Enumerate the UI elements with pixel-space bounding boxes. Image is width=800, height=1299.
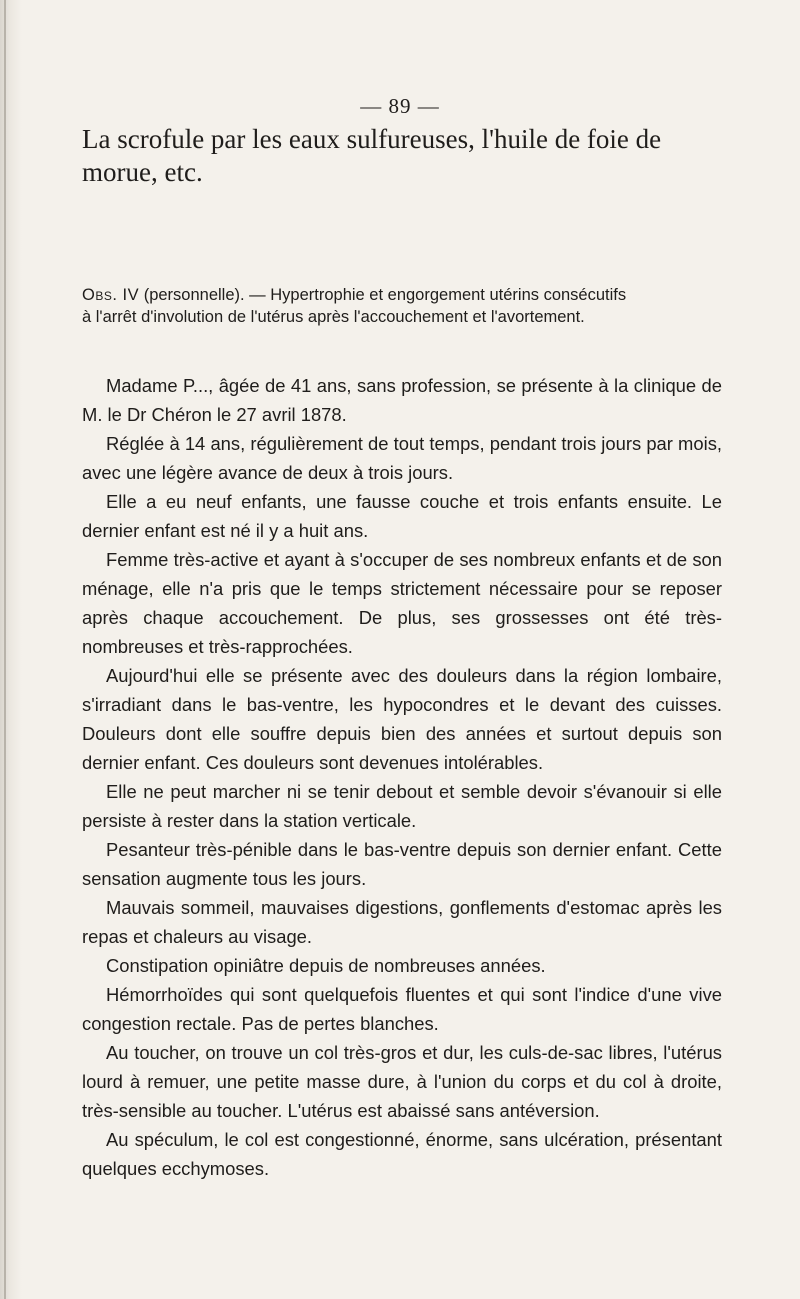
observation-line-2: à l'arrêt d'involution de l'utérus après l'accouchement et l'avortement. [82,308,585,326]
observation-title: (personnelle). — Hypertrophie et engorgement utérins consécutifs [143,286,627,304]
paragraph: Hémorrhoïdes qui sont quelquefois fluentes et qui sont l'indice d'une vive congestion rectale. Pas de pertes blanches. [82,984,722,1034]
paragraph: Elle ne peut marcher ni se tenir debout et semble devoir s'évanouir si elle persiste à rester dans la station verticale. [82,781,722,831]
paragraph: Femme très-active et ayant à s'occuper de ses nombreux enfants et de son ménage, elle n'a pris que le temps strictement nécessaire pour se reposer après chaque accouchement. De plus, ses grossesses ont été très-nombreuses et très-rapprochées. [82,549,722,657]
paragraph: Aujourd'hui elle se présente avec des douleurs dans la région lombaire, s'irradiant dans le bas-ventre, les hypocondres et le devant des cuisses. Douleurs dont elle souffre depuis bien des années et surtout depuis son dernier enfant. Ces douleurs sont devenues intolérables. [82,665,722,773]
paragraph: Constipation opiniâtre depuis de nombreuses années. [106,955,546,976]
paragraph: Au toucher, on trouve un col très-gros et dur, les culs-de-sac libres, l'utérus lourd à remuer, une petite masse dure, à l'union du corps et du col à droite, très-sensible au toucher. L'utérus est abaissé sans antéversion. [82,1042,722,1121]
observation-label: Obs. IV [82,286,140,304]
page-binding-edge [4,0,6,1299]
paragraph: Elle a eu neuf enfants, une fausse couche et trois enfants ensuite. Le dernier enfant est né il y a huit ans. [82,491,722,541]
paragraph: Madame P..., âgée de 41 ans, sans profession, se présente à la clinique de M. le Dr Chéron le 27 avril 1878. [82,375,722,425]
paragraph: Mauvais sommeil, mauvaises digestions, gonflements d'estomac après les repas et chaleurs au visage. [82,897,722,947]
observation-heading [82,284,722,328]
case-report-body [82,371,722,1183]
paragraph: Au spéculum, le col est congestionné, énorme, sans ulcération, présentant quelques ecchymoses. [82,1129,722,1179]
page-number: — 89 — [360,94,440,118]
paragraph: Pesanteur très-pénible dans le bas-ventre depuis son dernier enfant. Cette sensation augmente tous les jours. [82,839,722,889]
paragraph: Réglée à 14 ans, régulièrement de tout temps, pendant trois jours par mois, avec une légère avance de deux à trois jours. [82,433,722,483]
page-title: La scrofule par les eaux sulfureuses, l'huile de foie de morue, etc. [82,124,662,187]
observation-line-1 [82,284,722,306]
